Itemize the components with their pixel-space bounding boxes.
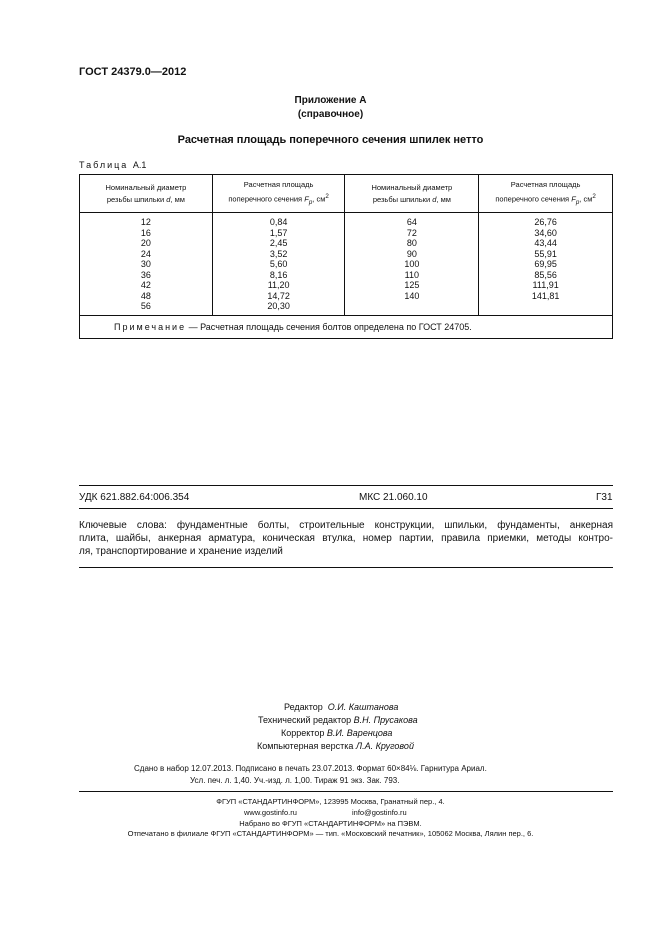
table-label-number: А.1 xyxy=(132,160,147,170)
table-cell: 64 xyxy=(406,217,417,227)
table-cell: 110 xyxy=(404,269,420,280)
footer-line: Набрано во ФГУП «СТАНДАРТИНФОРМ» на ПЭВМ. xyxy=(239,819,422,828)
footer-line: Отпечатано в филиале ФГУП «СТАНДАРТИНФОРМ» — тип. «Московский печатник», 105062 Москва, Лялин пер., 6. xyxy=(127,829,534,838)
credit-name: О.И. Каштанова xyxy=(327,702,399,712)
credit-label: Корректор xyxy=(281,728,325,738)
table-cell: 5,60 xyxy=(269,259,288,269)
header-subscript: p xyxy=(308,198,313,206)
table-label-prefix: Таблица xyxy=(79,160,129,170)
footer-line: ФГУП «СТАНДАРТИНФОРМ», 123995 Москва, Гранатный пер., 4. xyxy=(216,797,445,806)
table-cell: 56 xyxy=(140,301,151,311)
classification-code: Г31 xyxy=(596,492,613,503)
header-subscript: p xyxy=(575,198,580,206)
table-cell: 24 xyxy=(140,248,151,259)
header-text-part: резьбы шпильки xyxy=(106,194,165,204)
table-header-row xyxy=(80,175,613,213)
divider-top xyxy=(79,485,613,486)
header-unit: , см xyxy=(312,194,326,203)
header-diameter-1 xyxy=(80,175,213,213)
credit-corrector xyxy=(281,727,392,740)
udk-code: УДК 621.882.64:006.354 xyxy=(79,492,190,503)
header-area-2 xyxy=(479,175,613,213)
header-symbol: d xyxy=(432,194,437,204)
header-symbol: d xyxy=(166,194,171,204)
table-cell: 11,20 xyxy=(267,280,290,290)
credit-layout xyxy=(257,740,414,753)
credit-name: В.И. Варенцова xyxy=(326,728,393,738)
credit-label: Компьютерная верстка xyxy=(257,741,354,751)
imprint-line: Сдано в набор 12.07.2013. Подписано в печать 23.07.2013. Формат 60×84⅛. Гарнитура Ариал. xyxy=(134,764,487,773)
header-superscript: 2 xyxy=(592,192,596,200)
header-text: Расчетная площадь xyxy=(243,179,314,189)
table-cell: 36 xyxy=(140,269,151,280)
note-text: — Расчетная площадь сечения болтов определена по ГОСТ 24705. xyxy=(186,321,472,332)
table-label xyxy=(79,160,146,170)
table-note xyxy=(80,315,613,338)
table-cell: 42 xyxy=(140,280,151,290)
table-cell: 140 xyxy=(404,290,420,301)
footer-website[interactable]: www.gostinfo.ru xyxy=(244,808,297,817)
divider-bottom xyxy=(79,567,613,568)
table-cell: 12 xyxy=(140,217,151,227)
credit-label: Редактор xyxy=(284,702,323,712)
section-title: Расчетная площадь поперечного сечения шпилек нетто xyxy=(177,134,484,146)
mks-code: МКС 21.060.10 xyxy=(359,492,428,503)
table-cell: 14,72 xyxy=(267,290,290,301)
header-superscript: 2 xyxy=(325,192,329,200)
appendix-subtitle: (справочное) xyxy=(297,109,364,120)
table-cell: 111,91 xyxy=(532,280,559,290)
header-text xyxy=(345,194,478,206)
credit-name: Л.А. Круговой xyxy=(355,741,414,751)
table-cell: 80 xyxy=(406,238,417,248)
table-cell: 0,84 xyxy=(269,217,288,227)
header-text-part: поперечного сечения xyxy=(495,194,570,203)
divider-middle xyxy=(79,508,613,509)
header-unit: , мм xyxy=(170,194,185,204)
table-cell: 69,95 xyxy=(534,259,557,269)
header-symbol: F xyxy=(304,194,309,203)
table-cell: 90 xyxy=(406,248,417,259)
header-symbol: F xyxy=(571,194,576,203)
column-area-1 xyxy=(212,213,345,316)
keywords xyxy=(79,519,613,558)
table-cell: 34,60 xyxy=(534,227,557,238)
table-cell: 100 xyxy=(404,259,420,269)
table-cell: 125 xyxy=(404,280,420,290)
table-cell: 2,45 xyxy=(269,238,288,248)
keywords-line: Ключевые слова: фундаментные болты, строительные конструкции, шпильки, фундаменты, анкерная xyxy=(79,520,613,531)
header-text xyxy=(80,194,212,206)
header-text-part: резьбы шпильки xyxy=(372,194,431,204)
table-cell: 85,56 xyxy=(534,269,557,280)
divider-footer xyxy=(79,791,613,792)
header-text xyxy=(479,191,612,209)
table-cell: 26,76 xyxy=(534,217,557,227)
table-cell: 141,81 xyxy=(531,290,560,301)
table-body-row xyxy=(80,213,613,316)
table-cell: 16 xyxy=(140,227,151,238)
header-diameter-2 xyxy=(345,175,479,213)
header-unit: , мм xyxy=(436,194,451,204)
table-cell: 8,16 xyxy=(269,269,288,280)
header-text: Номинальный диаметр xyxy=(105,182,187,192)
table-note-row xyxy=(80,315,613,338)
column-diameter-2 xyxy=(345,213,479,316)
table-cell: 20 xyxy=(140,238,151,248)
header-text: Расчетная площадь xyxy=(510,179,581,189)
credit-editor xyxy=(284,701,398,714)
table-cell: 43,44 xyxy=(534,238,557,248)
table-cell: 55,91 xyxy=(534,248,557,259)
keywords-line: плита, шайбы, анкерная арматура, коническая втулка, номер партии, правила приемки, методы контро- xyxy=(79,533,613,544)
table-cell: 20,30 xyxy=(267,301,290,311)
imprint-line: Усл. печ. л. 1,40. Уч.-изд. л. 1,00. Тираж 91 экз. Зак. 793. xyxy=(190,776,400,785)
data-table xyxy=(79,174,613,339)
footer-email[interactable]: info@gostinfo.ru xyxy=(352,808,407,817)
table-cell: 72 xyxy=(406,227,417,238)
table-cell: 3,52 xyxy=(269,248,288,259)
table-cell: 48 xyxy=(140,290,151,301)
note-label: Примечание xyxy=(114,321,187,332)
credit-name: В.Н. Прусакова xyxy=(353,715,418,725)
document-header: ГОСТ 24379.0—2012 xyxy=(79,66,187,78)
header-area-1 xyxy=(212,175,345,213)
column-area-2 xyxy=(479,213,613,316)
header-text: Номинальный диаметр xyxy=(371,182,453,192)
table-cell: 30 xyxy=(140,259,151,269)
credit-label: Технический редактор xyxy=(258,715,352,725)
header-text-part: поперечного сечения xyxy=(228,194,303,203)
keywords-line: ля, транспортирование и хранение изделий xyxy=(79,546,283,557)
column-diameter-1 xyxy=(80,213,213,316)
table-cell: 1,57 xyxy=(269,227,288,238)
credit-tech-editor xyxy=(258,714,418,727)
appendix-title: Приложение А xyxy=(294,95,367,106)
header-text xyxy=(213,191,345,209)
header-unit: , см xyxy=(579,194,593,203)
